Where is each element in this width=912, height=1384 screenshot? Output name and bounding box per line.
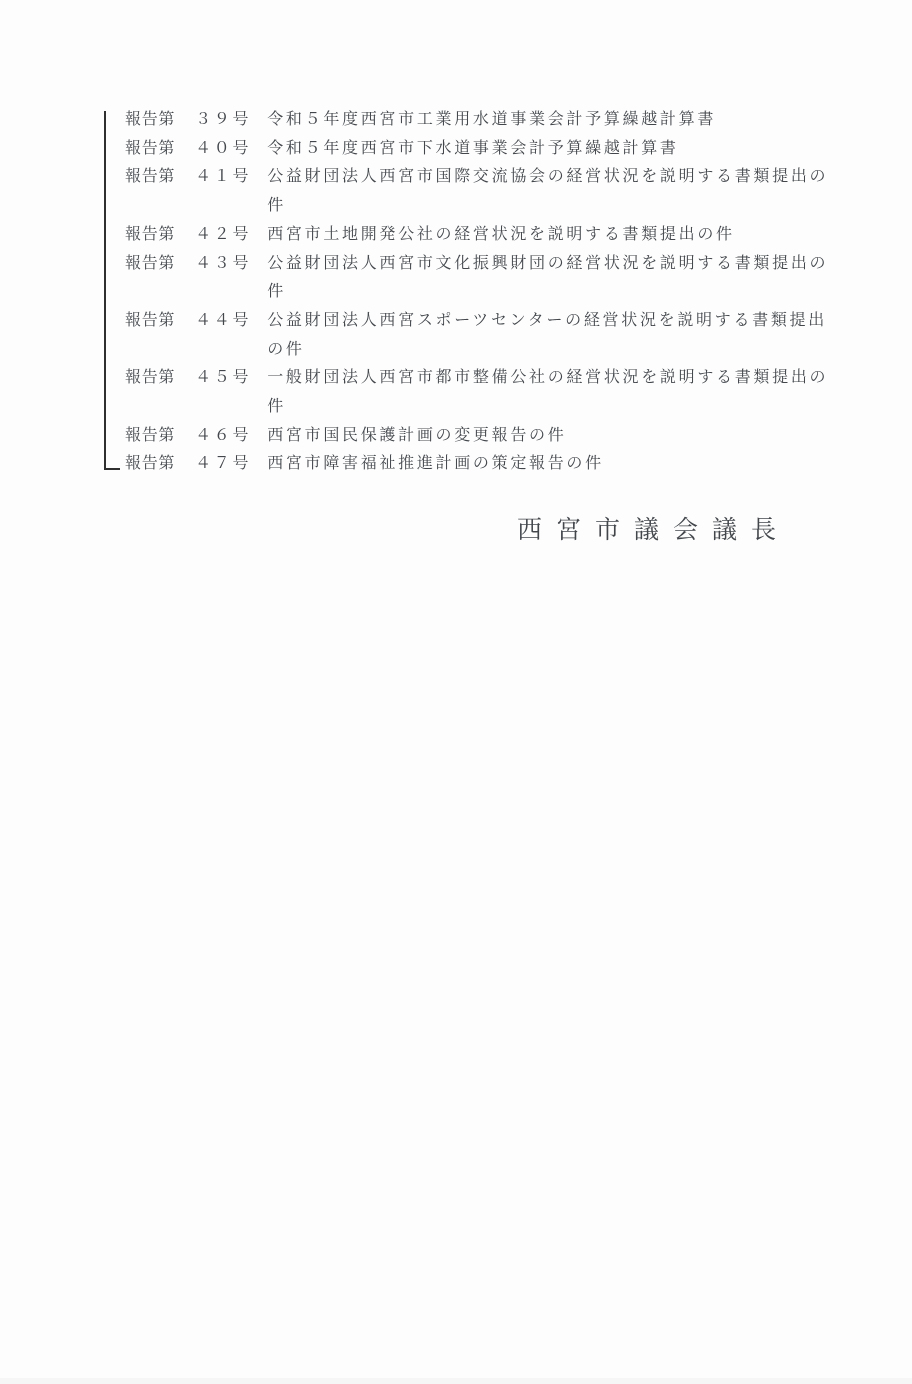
- report-row: [125, 450, 845, 479]
- report-description: 公益財団法人西宮市文化振興財団の経営状況を説明する書類提出の件: [267, 254, 829, 301]
- report-prefix: 報告第: [125, 139, 176, 157]
- report-number: ４４号: [195, 311, 252, 329]
- report-description: 令和５年度西宮市工業用水道事業会計予算繰越計算書: [267, 111, 717, 128]
- report-number: ４７号: [195, 455, 252, 473]
- report-description: 西宮市土地開発公社の経営状況を説明する書類提出の件: [267, 225, 735, 243]
- report-row: [125, 250, 845, 307]
- report-description: 西宮市国民保護計画の変更報告の件: [267, 426, 567, 444]
- report-row: [125, 135, 845, 164]
- report-prefix: 報告第: [125, 369, 176, 387]
- report-number: ４６号: [195, 426, 252, 444]
- report-row: [125, 364, 845, 421]
- report-number: ４３号: [195, 254, 252, 272]
- report-description: 公益財団法人西宮スポーツセンターの経営状況を説明する書類提出の件: [267, 311, 827, 358]
- report-row: [125, 307, 845, 364]
- report-row: [125, 163, 845, 220]
- report-group-bracket: [104, 111, 120, 470]
- report-prefix: 報告第: [125, 111, 176, 128]
- report-description: 西宮市障害福祉推進計画の策定報告の件: [267, 455, 604, 473]
- report-number: ４１号: [195, 168, 252, 186]
- report-list: [125, 106, 845, 479]
- report-description: 一般財団法人西宮市都市整備公社の経営状況を説明する書類提出の件: [267, 369, 829, 416]
- report-number: ４０号: [195, 139, 252, 157]
- report-prefix: 報告第: [125, 254, 176, 272]
- report-row: [125, 422, 845, 451]
- report-description: 公益財団法人西宮市国際交流協会の経営状況を説明する書類提出の件: [267, 168, 829, 215]
- report-description: 令和５年度西宮市下水道事業会計予算繰越計算書: [267, 139, 679, 157]
- report-prefix: 報告第: [125, 455, 176, 473]
- report-row: [125, 221, 845, 250]
- report-prefix: 報告第: [125, 311, 176, 329]
- report-prefix: 報告第: [125, 426, 176, 444]
- report-row: [125, 106, 845, 135]
- report-number: ４２号: [195, 225, 252, 243]
- page-bottom-edge: [0, 1378, 912, 1384]
- report-prefix: 報告第: [125, 168, 176, 186]
- council-chair-signature: 西宮市議会議長: [517, 517, 791, 544]
- report-number: ４５号: [195, 369, 252, 387]
- report-prefix: 報告第: [125, 225, 176, 243]
- report-number: ３９号: [195, 111, 252, 128]
